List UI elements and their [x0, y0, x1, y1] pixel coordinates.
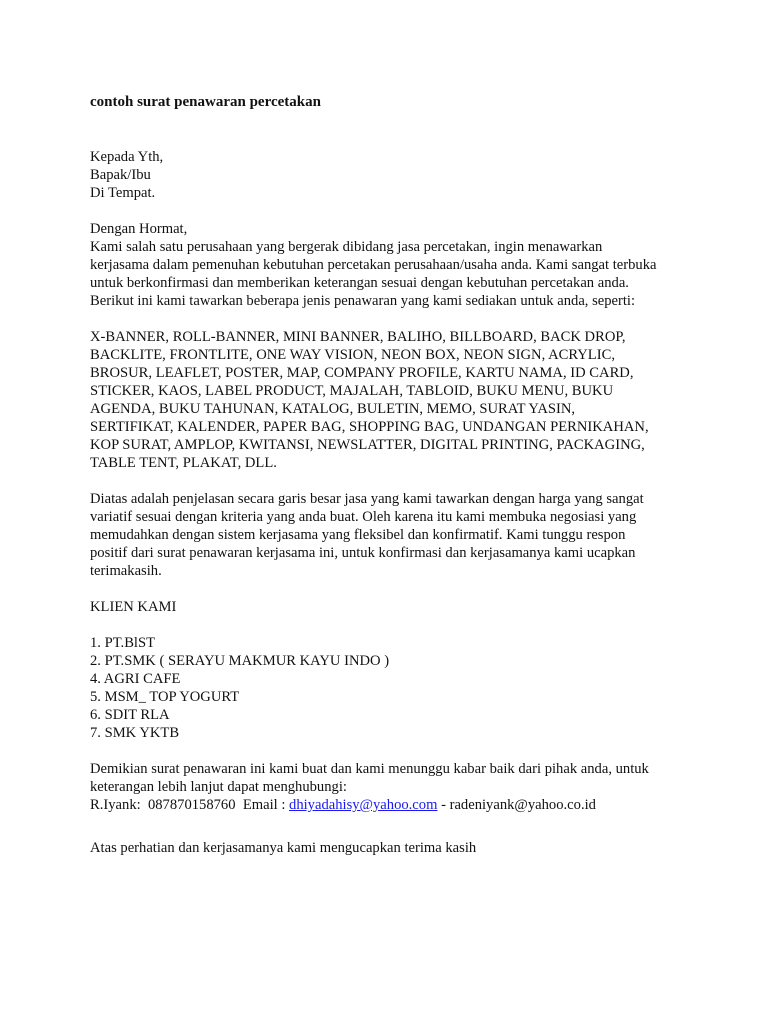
products-line: TABLE TENT, PLAKAT, DLL. — [90, 455, 277, 471]
intro-block — [90, 220, 700, 310]
clients-list — [90, 634, 700, 742]
email-link[interactable]: dhiyadahisy@yahoo.com — [289, 797, 438, 813]
closing-line: Demikian surat penawaran ini kami buat dan kami menunggu kabar baik dari pihak anda, untuk — [90, 761, 649, 777]
address-line: Di Tempat. — [90, 185, 156, 201]
products-line: X-BANNER, ROLL-BANNER, MINI BANNER, BALIHO, BILLBOARD, BACK DROP, — [90, 329, 626, 345]
client-item: 4. AGRI CAFE — [90, 671, 181, 687]
thanks-block — [90, 839, 700, 857]
clients-heading-block — [90, 598, 700, 616]
products-line: BROSUR, LEAFLET, POSTER, MAP, COMPANY PROFILE, KARTU NAMA, ID CARD, — [90, 365, 634, 381]
closing-line: keterangan lebih lanjut dapat menghubungi: — [90, 779, 347, 795]
contact-suffix: - radeniyank@yahoo.co.id — [437, 797, 596, 813]
document-title: contoh surat penawaran percetakan — [90, 94, 321, 110]
products-line: AGENDA, BUKU TAHUNAN, KATALOG, BULETIN, MEMO, SURAT YASIN, — [90, 401, 576, 417]
explanation-line: variatif sesuai dengan kriteria yang anda buat. Oleh karena itu kami membuka negosiasi yang — [90, 509, 637, 525]
thanks-line: Atas perhatian dan kerjasamanya kami mengucapkan terima kasih — [90, 840, 477, 856]
products-line: SERTIFIKAT, KALENDER, PAPER BAG, SHOPPING BAG, UNDANGAN PERNIKAHAN, — [90, 419, 649, 435]
intro-line: Berikut ini kami tawarkan beberapa jenis penawaran yang kami sediakan untuk anda, seperti: — [90, 293, 636, 309]
products-block — [90, 328, 700, 472]
explanation-line: positif dari surat penawaran kerjasama ini, untuk konfirmasi dan kerjasamanya kami ucapkan — [90, 545, 636, 561]
address-line: Kepada Yth, — [90, 149, 164, 165]
client-item: 2. PT.SMK ( SERAYU MAKMUR KAYU INDO ) — [90, 653, 390, 669]
client-item: 7. SMK YKTB — [90, 725, 180, 741]
greeting: Dengan Hormat, — [90, 221, 188, 237]
letter-page — [90, 92, 700, 857]
products-line: KOP SURAT, AMPLOP, KWITANSI, NEWSLATTER, DIGITAL PRINTING, PACKAGING, — [90, 437, 645, 453]
explanation-line: terimakasih. — [90, 563, 162, 579]
explanation-block — [90, 490, 700, 580]
contact-line — [90, 796, 700, 814]
products-line: STICKER, KAOS, LABEL PRODUCT, MAJALAH, TABLOID, BUKU MENU, BUKU — [90, 383, 614, 399]
client-item: 6. SDIT RLA — [90, 707, 170, 723]
products-line: BACKLITE, FRONTLITE, ONE WAY VISION, NEON BOX, NEON SIGN, ACRYLIC, — [90, 347, 615, 363]
closing-block — [90, 760, 700, 814]
contact-prefix: R.Iyank: 087870158760 Email : — [90, 797, 290, 813]
intro-line: untuk berkonfirmasi dan memberikan keterangan sesuai dengan kebutuhan percetakan anda. — [90, 275, 629, 291]
explanation-line: Diatas adalah penjelasan secara garis besar jasa yang kami tawarkan dengan harga yang sangat — [90, 491, 644, 507]
intro-line: kerjasama dalam pemenuhan kebutuhan percetakan perusahaan/usaha anda. Kami sangat terbuka — [90, 257, 657, 273]
clients-heading: KLIEN KAMI — [90, 599, 177, 615]
client-item: 5. MSM_ TOP YOGURT — [90, 689, 240, 705]
address-block — [90, 148, 700, 202]
explanation-line: memudahkan dengan sistem kerjasama yang fleksibel dan konfirmatif. Kami tunggu respon — [90, 527, 626, 543]
address-line: Bapak/Ibu — [90, 167, 151, 183]
intro-line: Kami salah satu perusahaan yang bergerak dibidang jasa percetakan, ingin menawarkan — [90, 239, 603, 255]
client-item: 1. PT.BlST — [90, 635, 156, 651]
